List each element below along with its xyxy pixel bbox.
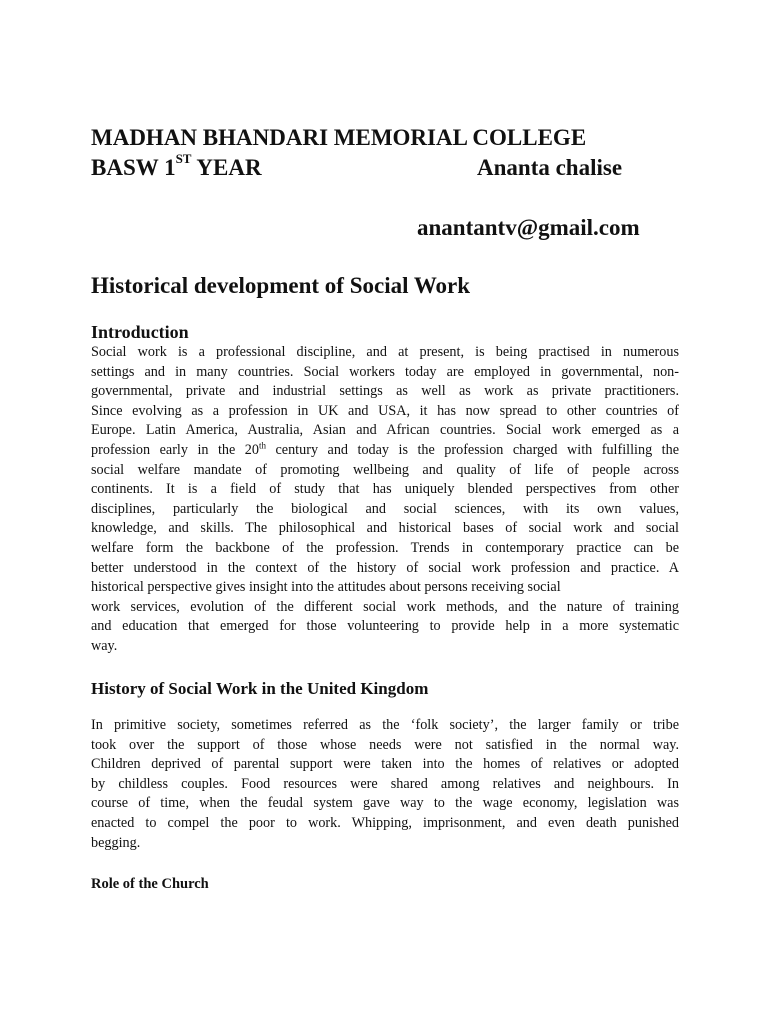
church-role-heading: Role of the Church [91,876,209,892]
paragraph-line: historical perspective gives insight into the attitudes about persons receiving social [91,579,561,596]
introduction-paragraph [91,343,679,657]
paragraph-line: welfare form the backbone of the profession. Trends in contemporary practice can be [91,539,679,556]
paragraph-line: course of time, when the feudal system gave way to the wage economy, legislation was [91,795,679,812]
paragraph-line: governmental, private and industrial settings as well as work as private practitioners. [91,383,679,400]
paragraph-line: enacted to compel the poor to work. Whipping, imprisonment, and even death punished [91,814,679,831]
college-name: MADHAN BHANDARI MEMORIAL COLLEGE [91,125,587,150]
paragraph-line: Children deprived of parental support were taken into the homes of relatives or adopted [91,756,679,773]
paragraph-line: took over the support of those whose needs were not satisfied in the normal way. [91,736,679,753]
line-part: profession early in the 20 [91,441,259,458]
paragraph-line: continents. It is a field of study that has uniquely blended perspectives from other [91,481,679,498]
course-suffix: YEAR [191,155,262,180]
author-email: anantantv@gmail.com [417,215,640,240]
paragraph-line: begging. [91,834,141,851]
author-name: Ananta chalise [477,155,623,180]
paragraph-line: Since evolving as a profession in UK and USA, it has now spread to other countries of [91,402,679,419]
document-title: Historical development of Social Work [91,273,471,298]
paragraph-line: In primitive society, sometimes referred as the ‘folk society’, the larger family or tribe [91,717,679,733]
paragraph-line [91,441,679,461]
paragraph-line: by childless couples. Food resources were shared among relatives and neighbours. In [91,775,679,792]
paragraph-line: Europe. Latin America, Australia, Asian and African countries. Social work emerged as a [91,422,679,439]
paragraph-line: better understood in the context of the history of social work profession and practice. A [91,559,679,576]
course-superscript: ST [175,151,192,167]
uk-history-paragraph [91,716,679,853]
paragraph-line: knowledge, and skills. The philosophical and historical bases of social work and social [91,520,679,537]
paragraph-line: social welfare mandate of promoting wellbeing and quality of life of people across [91,461,679,478]
paragraph-line: and education that emerged for those volunteering to provide help in a more systematic [91,618,679,635]
paragraph-line: Social work is a professional discipline, and at present, is being practised in numerous [91,344,679,360]
paragraph-line: work services, evolution of the different social work methods, and the nature of training [91,598,679,615]
paragraph-line: way. [91,637,118,654]
course-year [91,151,262,182]
uk-history-heading: History of Social Work in the United Kingdom [91,679,429,698]
paragraph-line: disciplines, particularly the biological and social sciences, with its own values, [91,500,679,517]
line-part: century and today is the profession charged with fulfilling the [266,441,679,458]
superscript: th [258,440,266,451]
paragraph-line: settings and in many countries. Social workers today are employed in governmental, non- [91,363,679,380]
introduction-heading: Introduction [91,322,189,342]
course-prefix: BASW 1 [91,155,176,180]
